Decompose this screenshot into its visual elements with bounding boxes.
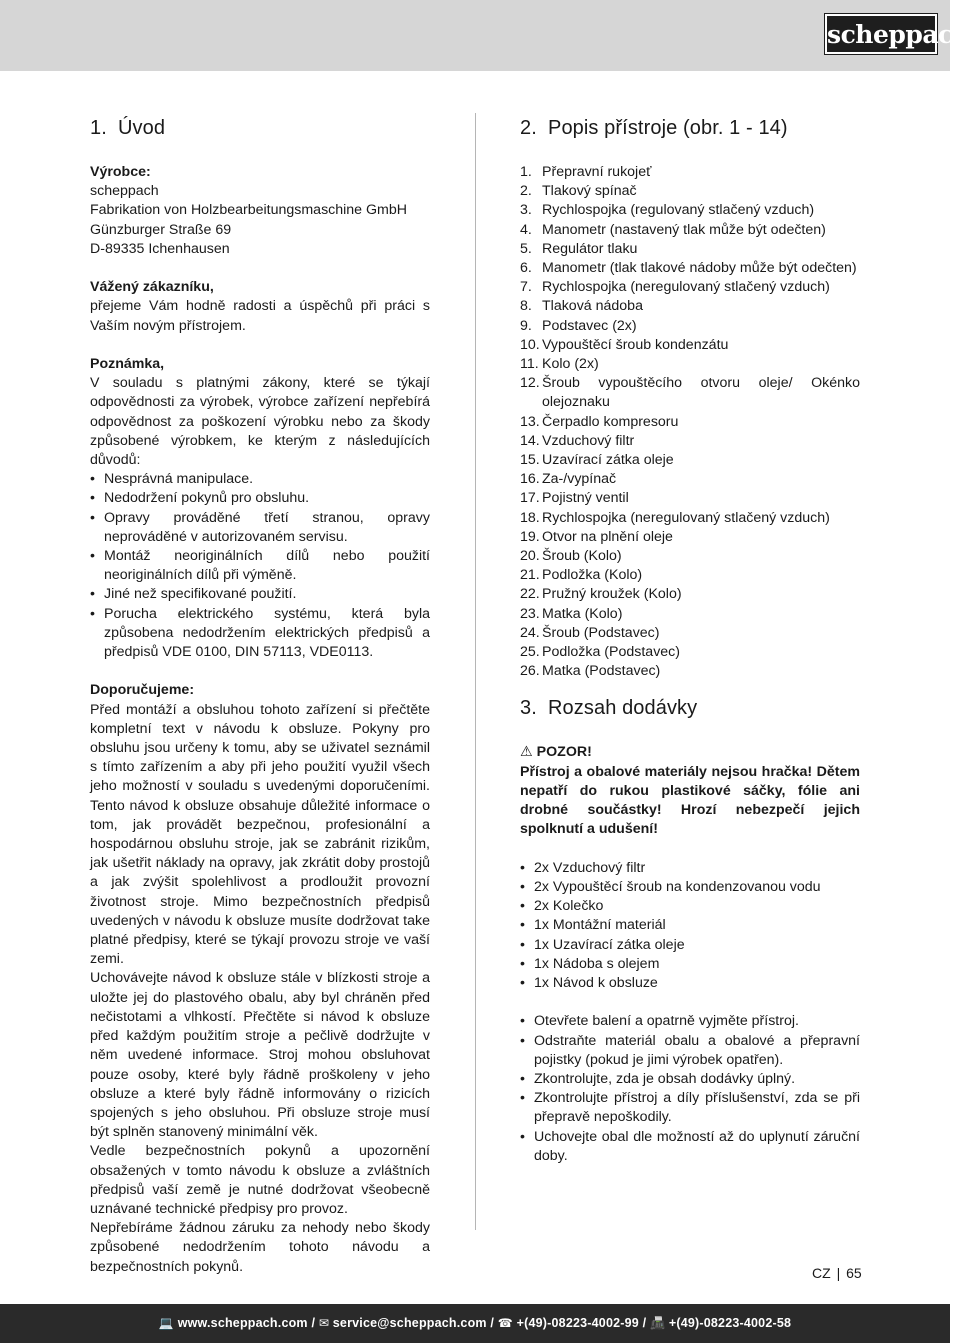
part-number: 3.: [520, 202, 532, 219]
manufacturer-line: scheppach: [90, 183, 159, 200]
warning-text: Přístroj a obalové materiály nejsou hračka! Dětem nepatří do rukou plastikové sáčky, fólie ani drobné součástky! Hrozí nebezpečí jejich spolknutí a udušení!: [520, 763, 860, 838]
part-item: [520, 489, 860, 508]
recommend-label: Doporučujeme:: [90, 682, 195, 699]
part-item: [520, 662, 860, 681]
part-label: Tlaková nádoba: [542, 298, 643, 315]
footer-separator: /: [490, 1316, 495, 1330]
list-item: • 1x Návod k obsluze: [520, 974, 860, 993]
paragraph: Nepřebíráme žádnou záruku za nehody nebo škody způsobené nedodržením tohoto návodu a bezpečnostních pokynů.: [90, 1220, 430, 1275]
list-item: • Opravy prováděné třetí stranou, opravy neprováděné v autorizovaném servisu.: [90, 509, 430, 547]
part-number: 20.: [520, 548, 540, 565]
list-item: • 2x Kolečko: [520, 897, 860, 916]
part-number: 13.: [520, 413, 540, 430]
part-item: [520, 201, 860, 220]
list-item: • Zkontrolujte, zda je obsah dodávky úplný.: [520, 1070, 860, 1089]
note-label: Poznámka,: [90, 356, 165, 372]
page-number: CZ | 65: [812, 1265, 862, 1281]
part-number: 10.: [520, 336, 540, 353]
part-label: Manometr (nastavený tlak může být odečten): [542, 221, 826, 238]
part-number: 7.: [520, 279, 532, 296]
part-number: 8.: [520, 298, 532, 315]
phone-icon: ☎: [497, 1316, 513, 1330]
unpack-steps-list: [520, 1012, 860, 1166]
part-label: Podložka (Kolo): [542, 567, 643, 584]
part-label: Kolo (2x): [542, 356, 599, 373]
mail-icon: ✉: [318, 1316, 330, 1330]
manufacturer-label: Výrobce:: [90, 164, 151, 180]
part-number: 9.: [520, 317, 532, 334]
list-item: • Zkontrolujte přístroj a díly příslušenství, zda se při přepravě nepoškodily.: [520, 1089, 860, 1127]
part-item: [520, 259, 860, 278]
section-heading-rozsah: [520, 695, 860, 721]
part-label: Vypouštěcí šroub kondenzátu: [542, 336, 729, 353]
part-number: 2.: [520, 183, 532, 200]
part-number: 21.: [520, 567, 540, 584]
part-label: Pružný kroužek (Kolo): [542, 586, 682, 603]
part-number: 23.: [520, 605, 540, 622]
part-label: Šroub (Kolo): [542, 548, 622, 565]
part-item: [520, 278, 860, 297]
note-text: V souladu s platnými zákony, které se týkají odpovědnosti za výrobek, výrobce zařízení nepřebírá odpovědnost za poškození výrobku nebo za škody způsobené výrobkem, ke kterým z následujících důvodů:: [90, 375, 430, 469]
part-number: 12.: [520, 375, 540, 392]
paragraph: Uchovávejte návod k obsluze stále v blízkosti stroje a uložte jej do plastového obalu, aby byl chráněn před nečistotami a vlhkostí. Přečtěte si návod k obsluze před každým použitím stroje a pečlivě dodržujte v něm uvedené informace. Stroj mohou obsluhovat pouze osoby, které byly řádně proškoleny v jeho obsluze a které byly řádně informovány o rizicích spojených s jeho obsluhou. Při obsluze stroje musí být splněn stanovený minimální věk.: [90, 970, 430, 1141]
part-label: Tlakový spínač: [542, 183, 637, 200]
list-item: • 1x Uzavírací zátka oleje: [520, 936, 860, 955]
customer-text: přejeme Vám hodně radosti a úspěchů při práci s Vaším novým přístrojem.: [90, 298, 430, 334]
part-label: Přepravní rukojeť: [542, 164, 652, 180]
part-item: [520, 336, 860, 355]
part-item: [520, 240, 860, 259]
footer-separator: /: [311, 1316, 316, 1330]
part-label: Regulátor tlaku: [542, 240, 638, 257]
part-item: [520, 528, 860, 547]
heading-text: Popis přístroje (obr. 1 - 14): [548, 117, 788, 139]
part-number: 17.: [520, 490, 540, 507]
list-item: • Nedodržení pokynů pro obsluhu.: [90, 489, 430, 508]
part-label: Pojistný ventil: [542, 490, 629, 507]
part-number: 5.: [520, 240, 532, 257]
column-divider: [475, 113, 476, 1230]
part-number: 24.: [520, 624, 540, 641]
recommend-text: [90, 701, 430, 1277]
part-label: Šroub vypouštěcího otvoru oleje/ Okénko olejoznaku: [542, 375, 860, 411]
footer-phone: +(49)-08223-4002-99: [516, 1316, 639, 1330]
part-number: 25.: [520, 644, 540, 661]
page-number-value: 65: [846, 1265, 862, 1281]
part-item: [520, 509, 860, 528]
manufacturer-line: Günzburger Straße 69: [90, 221, 232, 238]
part-label: Otvor na plnění oleje: [542, 528, 673, 545]
part-item: [520, 585, 860, 604]
heading-text: Rozsah dodávky: [548, 697, 698, 720]
part-item: [520, 221, 860, 240]
page-lang: CZ: [812, 1265, 831, 1281]
list-item: • 1x Nádoba s olejem: [520, 955, 860, 974]
list-item: • Uchovejte obal dle možností až do uplynutí záruční doby.: [520, 1128, 860, 1166]
footer-contact-bar: [0, 1304, 950, 1343]
part-item: [520, 643, 860, 662]
part-label: Vzduchový filtr: [542, 432, 635, 449]
heading-number: 1.: [90, 117, 107, 139]
part-label: Matka (Kolo): [542, 605, 623, 622]
heading-number: 2.: [520, 117, 537, 139]
list-item: • Porucha elektrického systému, která byla způsobena nedodržením elektrických předpisů a předpisů VDE 0100, DIN 57113, VDE0113.: [90, 605, 430, 663]
list-item: • Montáž neoriginálních dílů nebo použití neoriginálních dílů při výměně.: [90, 547, 430, 585]
part-item: [520, 297, 860, 316]
part-label: Za-/vypínač: [542, 471, 617, 488]
part-number: 11.: [520, 356, 539, 373]
paragraph: Vedle bezpečnostních pokynů a upozornění obsažených v tomto návodu k obsluze a zvláštních předpisů vaší země je nutné dodržovat všeobecně uznávané technické předpisy pro provoz.: [90, 1143, 430, 1217]
part-number: 22.: [520, 586, 540, 603]
part-item: [520, 182, 860, 201]
left-column: [90, 115, 430, 1277]
part-label: Podložka (Podstavec): [542, 644, 681, 661]
part-number: 15.: [520, 452, 540, 469]
heading-number: 3.: [520, 697, 537, 720]
part-item: [520, 605, 860, 624]
part-item: [520, 547, 860, 566]
list-item: • Otevřete balení a opatrně vyjměte přístroj.: [520, 1012, 860, 1031]
footer-fax: +(49)-08223-4002-58: [668, 1316, 792, 1330]
part-label: Podstavec (2x): [542, 317, 637, 334]
footer-email[interactable]: service@scheppach.com: [332, 1316, 487, 1330]
part-label: Čerpadlo kompresoru: [542, 413, 679, 430]
footer-website[interactable]: www.scheppach.com: [177, 1316, 308, 1330]
scheppach-logo: scheppach: [825, 14, 937, 54]
fax-icon: 📠: [650, 1316, 666, 1330]
footer-separator: /: [642, 1316, 647, 1330]
part-item: [520, 451, 860, 470]
part-item: [520, 566, 860, 585]
list-item: • 2x Vzduchový filtr: [520, 859, 860, 878]
list-item: • Odstraňte materiál obalu a obalové a přepravní pojistky (pokud je jimi výrobek opatřen).: [520, 1032, 860, 1070]
part-number: 14.: [520, 432, 540, 449]
part-number: 4.: [520, 221, 532, 238]
computer-icon: 💻: [158, 1316, 174, 1330]
part-item: [520, 317, 860, 336]
part-number: 18.: [520, 509, 540, 526]
section-heading-popis: [520, 115, 860, 141]
section-heading-uvod: [90, 115, 430, 141]
paragraph: Před montáží a obsluhou tohoto zařízení si přečtěte kompletní text v návodu k obsluze. Pokyny pro obsluhu jsou určeny k tomu, aby se uživatel seznámil s tímto zařízením a aby při jeho použití využil všech jeho možností v souladu s uvedenými doporučeními. Tento návod k obsluze obsahuje důležité informace o tom, jak provádět bezpečnou, profesionální a hospodárnou obsluhu stroje, jak se zabránit rizikům, jak ušetřit náklady na opravy, jak zkrátit doby prostojů a jak zvýšit spolehlivost a prodloužit provozní životnost stroje. Mimo bezpečnostních předpisů uvedených v návodu k obsluze musíte dodržovat take platné předpisy, které se týkají provozu stroje ve vaší zemi.: [90, 701, 430, 968]
right-column: [520, 115, 860, 1166]
part-number: 6.: [520, 260, 532, 277]
manufacturer-line: Fabrikation von Holzbearbeitungsmaschine GmbH: [90, 202, 408, 219]
part-label: Matka (Podstavec): [542, 663, 661, 680]
part-number: 1.: [520, 164, 532, 180]
part-label: Šroub (Podstavec): [542, 624, 660, 641]
header-band: [0, 0, 970, 71]
part-number: 19.: [520, 528, 540, 545]
part-item: [520, 624, 860, 643]
part-item: [520, 432, 860, 451]
manufacturer-line: D-89335 Ichenhausen: [90, 240, 230, 257]
warning-title: ⚠ POZOR!: [520, 744, 592, 761]
list-item: • 1x Montážní materiál: [520, 916, 860, 935]
part-label: Rychlospojka (regulovaný stlačený vzduch): [542, 202, 815, 219]
part-item: [520, 163, 860, 182]
part-number: 16.: [520, 471, 540, 488]
list-item: • Nesprávná manipulace.: [90, 470, 430, 489]
manufacturer-address: [90, 182, 430, 259]
part-number: 26.: [520, 663, 540, 680]
part-item: [520, 355, 860, 374]
part-item: [520, 413, 860, 432]
list-item: • 2x Vypouštěcí šroub na kondenzovanou vodu: [520, 878, 860, 897]
part-label: Rychlospojka (neregulovaný stlačený vzduch): [542, 279, 830, 296]
heading-text: Úvod: [118, 117, 166, 139]
delivery-list: [520, 859, 860, 993]
part-item: [520, 470, 860, 489]
part-item: [520, 374, 860, 412]
parts-list: [520, 163, 860, 681]
customer-label: Vážený zákazníku,: [90, 279, 214, 296]
list-item: • Jiné než specifikované použití.: [90, 585, 430, 604]
part-label: Uzavírací zátka oleje: [542, 452, 674, 469]
part-label: Rychlospojka (neregulovaný stlačený vzduch): [542, 509, 830, 526]
part-label: Manometr (tlak tlakové nádoby může být odečten): [542, 260, 857, 277]
note-bullet-list: [90, 470, 430, 662]
